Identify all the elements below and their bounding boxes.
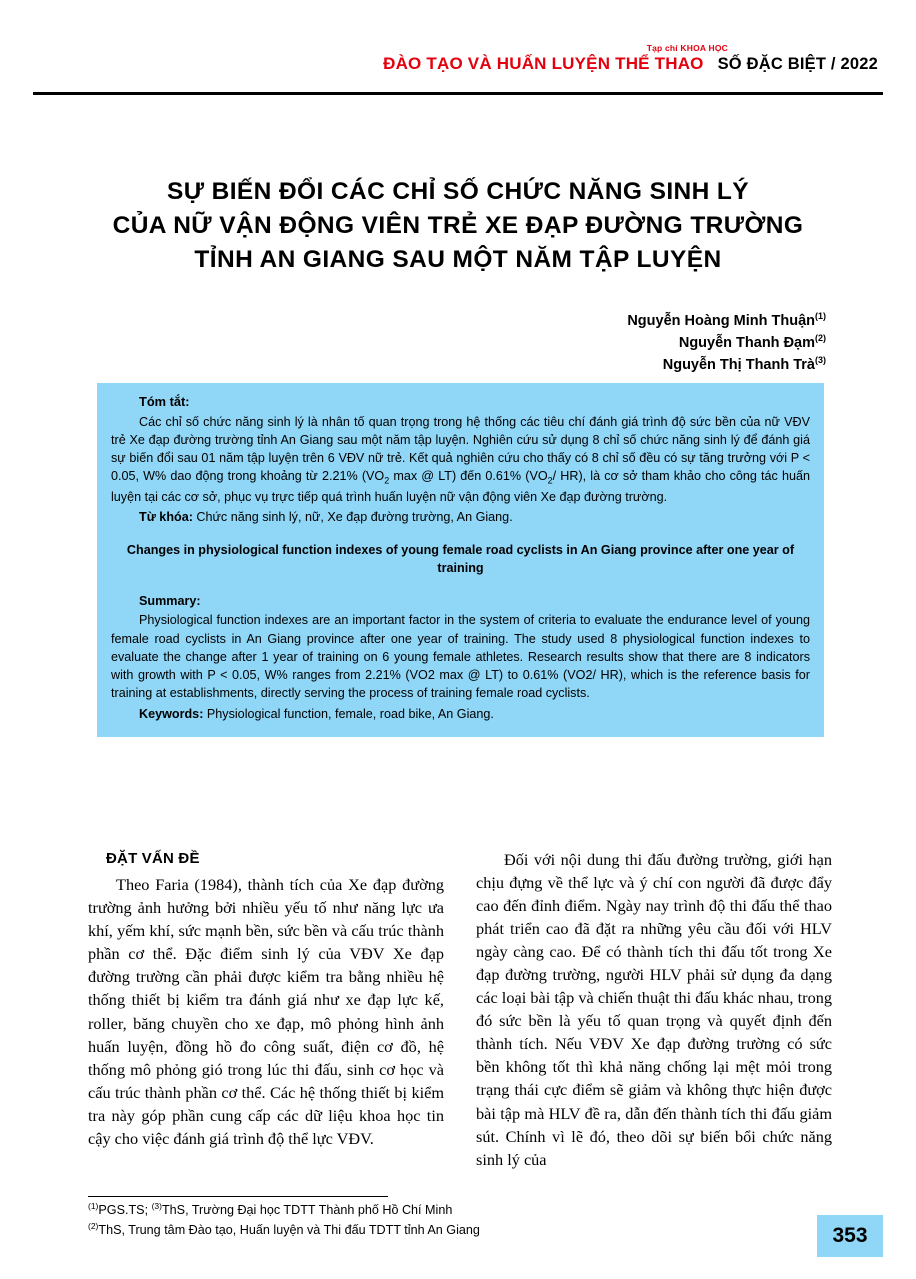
abstract-box [97, 383, 824, 737]
page-header [0, 44, 916, 92]
author-1: Nguyễn Hoàng Minh Thuận$^{(1)}$ [627, 311, 826, 329]
footnote-line-1: $^{(1)}$PGS.TS; $^{(3)}$ThS, Trường Đại học TDTT Thành phố Hồ Chí Minh [88, 1201, 453, 1218]
page-title [33, 175, 883, 276]
title-line-3: TỈNH AN GIANG SAU MỘT NĂM TẬP LUYỆN [194, 245, 722, 273]
title-line-1: SỰ BIẾN ĐỔI CÁC CHỈ SỐ CHỨC NĂNG SINH LÝ [166, 178, 750, 205]
section-heading: ĐẶT VẤN ĐỀ [106, 850, 200, 867]
footnote-line-2: $^{(2)}$ThS, Trung tâm Đào tạo, Huấn luyện và Thi đấu TDTT tỉnh An Giang [88, 1221, 480, 1238]
journal-issue: SỐ ĐẶC BIỆT / 2022 [717, 54, 878, 73]
body-columns [88, 848, 833, 1171]
abstract-en-keywords-label: Keywords: [139, 706, 204, 721]
footnote-divider [88, 1196, 388, 1197]
author-3: Nguyễn Thị Thanh Trà$^{(3)}$ [662, 355, 826, 374]
abstract-vi-label: Tóm tắt: [139, 394, 190, 409]
title-line-2: CỦA NỮ VẬN ĐỘNG VIÊN TRẺ XE ĐẠP ĐƯỜNG TRƯỜNG [112, 211, 804, 239]
author-2: Nguyễn Thanh Đạm$^{(2)}$ [678, 333, 826, 352]
abstract-en-label: Summary: [139, 594, 201, 609]
header-divider [33, 92, 883, 95]
author-2-mark: (2) [815, 333, 826, 344]
abstract-en-title: Changes in physiological function indexes of young female road cyclists in An Giang province after one year of training [126, 543, 795, 576]
journal-title: ĐÀO TẠO VÀ HUẤN LUYỆN THỂ THAO [383, 53, 704, 73]
page-number-badge: 353 [817, 1215, 883, 1257]
body-paragraph-right: Đối với nội dung thi đấu đường trường, giới hạn chịu đựng về thể lực và ý chí con người đã được đẩy cao đến đỉnh điểm. Ngày nay trình độ thi đấu thể thao phát triển cao đã đặt ra những yêu cầu đối với HLV ngày càng cao. Để có thành tích thi đấu tốt trong Xe đạp đường trường, người HLV phải sử dụng đa dạng các loại bài tập và chiến thuật thi đấu khác nhau, trong đó sức bền là yếu tố quan trọng và quyết định đến thành tích. Nếu VĐV Xe đạp đường trường có sức bền không tốt thì khả năng chống lại mệt mỏi trong trạng thái cực điểm sẽ giảm và không thực hiện được bài tập mà HLV đề ra, dẫn đến thành tích thi đấu giảm sút. Chính vì lẽ đó, theo dõi sự biến bổi chức năng sinh lý của [476, 850, 832, 1169]
journal-masthead [383, 44, 878, 73]
abstract-vi-keywords-label: Từ khóa: [139, 510, 193, 525]
footnote-block [88, 1200, 738, 1240]
author-1-mark: (1) [815, 311, 826, 322]
author-list [627, 310, 826, 376]
author-3-mark: (3) [815, 355, 826, 366]
journal-superline: Tạp chí KHOA HỌC [646, 43, 728, 53]
body-column-left [88, 848, 444, 1171]
body-paragraph-left: Theo Faria (1984), thành tích của Xe đạp đường trường ảnh hưởng bởi nhiều yếu tố như năng lực ưa khí, yếm khí, sức mạnh bền, sức bền và cấu trúc thành phần cơ thể. Đặc điểm sinh lý của VĐV Xe đạp đường trường cần phải được kiểm tra bằng nhiều hệ thống thiết bị kiểm tra đánh giá như xe đạp lực kế, roller, băng chuyền cho xe đạp, mô phỏng hình ảnh huấn luyện, đồng hồ đo công suất, điện cơ đồ, hệ thống mô phỏng gió trong lúc thi đấu, sinh cơ học và cấu trúc thành phần cơ thể. Các hệ thống thiết bị kiểm tra này góp phần cung cấp các dữ liệu khoa học tin cậy cho việc đánh giá trình độ thể lực VĐV. [88, 875, 444, 1148]
abstract-vi-keywords: Từ khóa: Chức năng sinh lý, nữ, Xe đạp đường trường, An Giang. [139, 510, 513, 525]
body-column-right [476, 848, 832, 1171]
abstract-vi-text: Các chỉ số chức năng sinh lý là nhân tố quan trọng trong hệ thống các tiêu chí đánh giá trình độ sức bền của nữ VĐV trẻ Xe đạp đường trường tỉnh An Giang sau một năm tập luyện. Nghiên cứu sử dụng 8 chỉ số chức năng sinh lý để đánh giá sự biến đổi sau 01 năm tập luyện trên 6 VĐV nữ trẻ. Kết quả nghiên cứu cho thấy có 8 chỉ số đều có sự tăng trưởng với P < 0.05, W% dao động trong khoảng từ 2.21% ($VO_2$ max @ LT) đến 0.61% ($VO_2/$ HR), là cơ sở tham khảo cho công tác huấn luyện tại các cơ sở, phục vụ trực tiếp quá trình huấn luyện nữ vận động viên Xe đạp đường trường. [111, 414, 810, 504]
abstract-en-keywords: Keywords: Physiological function, female, road bike, An Giang. [139, 706, 494, 721]
abstract-en-text: Physiological function indexes are an important factor in the system of criteria to evaluate the endurance level of young female road cyclists in An Giang province after one year of training. The study used 8 physiological function indexes to evaluate the change after 1 year of training on 6 young female athletes. Research results show that there are 8 indicators with growth with P < 0.05, W% ranges from 2.21% (VO2 max @ LT) to 0.61% (VO2/ HR), which is the reference basis for training at establishments, directly serving the process of training female road cyclists. [111, 613, 810, 701]
